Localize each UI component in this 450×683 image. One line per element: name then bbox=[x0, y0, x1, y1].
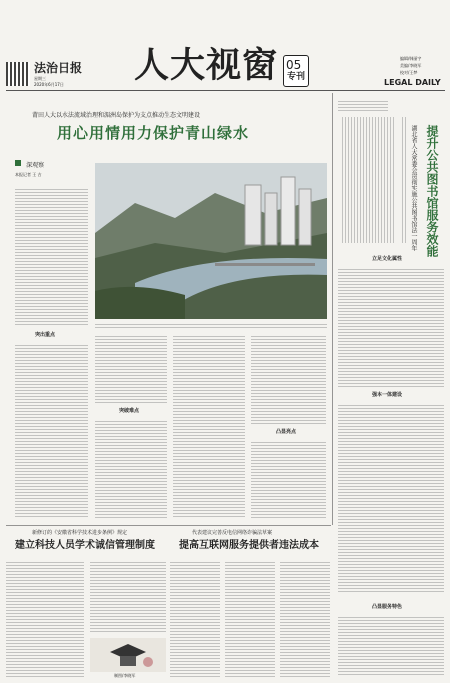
bottom-left-kicker: 新修订的《安徽省科学技术进步条例》规定 bbox=[32, 530, 128, 536]
side-subhead-2: 强本一体建设 bbox=[372, 392, 403, 398]
lead-headline: 用心用情用力保护青山绿水 bbox=[57, 124, 250, 142]
bottom-left-headline: 建立科技人员学术诚信管理制度 bbox=[15, 540, 155, 551]
column-tag bbox=[15, 152, 44, 171]
lead-text-col-3 bbox=[173, 334, 245, 519]
page-number: 05 bbox=[286, 58, 302, 72]
lead-subhead-3: 凸显亮点 bbox=[276, 429, 297, 435]
page-tag: 专刊 bbox=[287, 72, 306, 82]
masthead bbox=[0, 0, 450, 90]
editor-line-3: 校对/王梦 bbox=[400, 70, 418, 75]
bottom-mid-headline: 提高互联网服务提供者违法成本 bbox=[179, 540, 319, 551]
side-text-top bbox=[340, 117, 396, 243]
editor-line-2: 美编/李晓军 bbox=[400, 63, 422, 68]
column-divider bbox=[332, 93, 333, 525]
side-headline: 提升公共图书馆服务效能 bbox=[425, 125, 439, 257]
issue-date: 2020年6月17日 bbox=[34, 82, 64, 87]
lead-kicker: 莆田人大以水法流域治理和湄洲岛保护为支点推动生态文明建设 bbox=[32, 112, 201, 119]
side-subheadline: 湖北省人大常委会贯彻实施公共图书馆法一周年 bbox=[410, 125, 417, 251]
column-tag-label: 深观察 bbox=[26, 162, 45, 169]
river-city-image bbox=[95, 163, 327, 319]
lead-text-col-1a bbox=[15, 187, 88, 327]
side-subhead-1: 立足文化属性 bbox=[372, 256, 403, 262]
lead-text-col-4b bbox=[251, 440, 326, 519]
side-byline bbox=[338, 99, 388, 111]
side-subhead-3: 凸显服务特色 bbox=[372, 604, 403, 610]
bottom-section-rule bbox=[6, 525, 331, 526]
graduation-cap-icon bbox=[90, 638, 166, 672]
page-number-box bbox=[283, 55, 309, 87]
side-story bbox=[336, 93, 446, 683]
bottom-left-story bbox=[6, 528, 166, 680]
section-title: 人大视窗 bbox=[134, 46, 279, 86]
lead-text-col-2b bbox=[95, 419, 167, 519]
bottom-left-text-1 bbox=[6, 560, 84, 678]
lead-subhead-1: 突出重点 bbox=[35, 332, 56, 338]
legal-daily-label: LEGAL DAILY bbox=[384, 78, 441, 87]
lead-photo bbox=[95, 163, 327, 319]
side-text-1 bbox=[338, 267, 444, 387]
side-text-2 bbox=[338, 403, 444, 593]
lead-text-col-1b bbox=[15, 343, 88, 518]
photo-caption bbox=[95, 322, 327, 330]
issue-day: 星期三 bbox=[34, 76, 46, 81]
masthead-rule bbox=[6, 90, 445, 91]
newspaper-name: 法治日报 bbox=[34, 61, 83, 75]
column-tag-icon bbox=[15, 160, 21, 166]
side-text-top-2 bbox=[400, 117, 408, 243]
lead-subhead-2: 突破难点 bbox=[119, 408, 140, 414]
lead-byline: 本报记者 王 吉 bbox=[15, 172, 42, 177]
bottom-mid-text-2 bbox=[225, 560, 275, 678]
lead-text-col-4a bbox=[251, 334, 326, 424]
qr-code-icon bbox=[6, 62, 30, 86]
bottom-left-text-2 bbox=[90, 560, 166, 634]
side-text-3 bbox=[338, 615, 444, 677]
bottom-mid-text-3 bbox=[280, 560, 330, 678]
bottom-mid-kicker: 代表建议完善反电信网络诈骗法草案 bbox=[192, 530, 273, 536]
lead-story bbox=[6, 93, 328, 521]
bottom-middle-story bbox=[170, 528, 332, 680]
lead-text-col-2a bbox=[95, 334, 167, 404]
cartoon-caption: 制图/李晓军 bbox=[114, 673, 136, 678]
cartoon-image bbox=[90, 638, 166, 672]
editor-line-1: 编辑/韩丽宇 bbox=[400, 56, 422, 61]
bottom-mid-text-1 bbox=[170, 560, 220, 678]
